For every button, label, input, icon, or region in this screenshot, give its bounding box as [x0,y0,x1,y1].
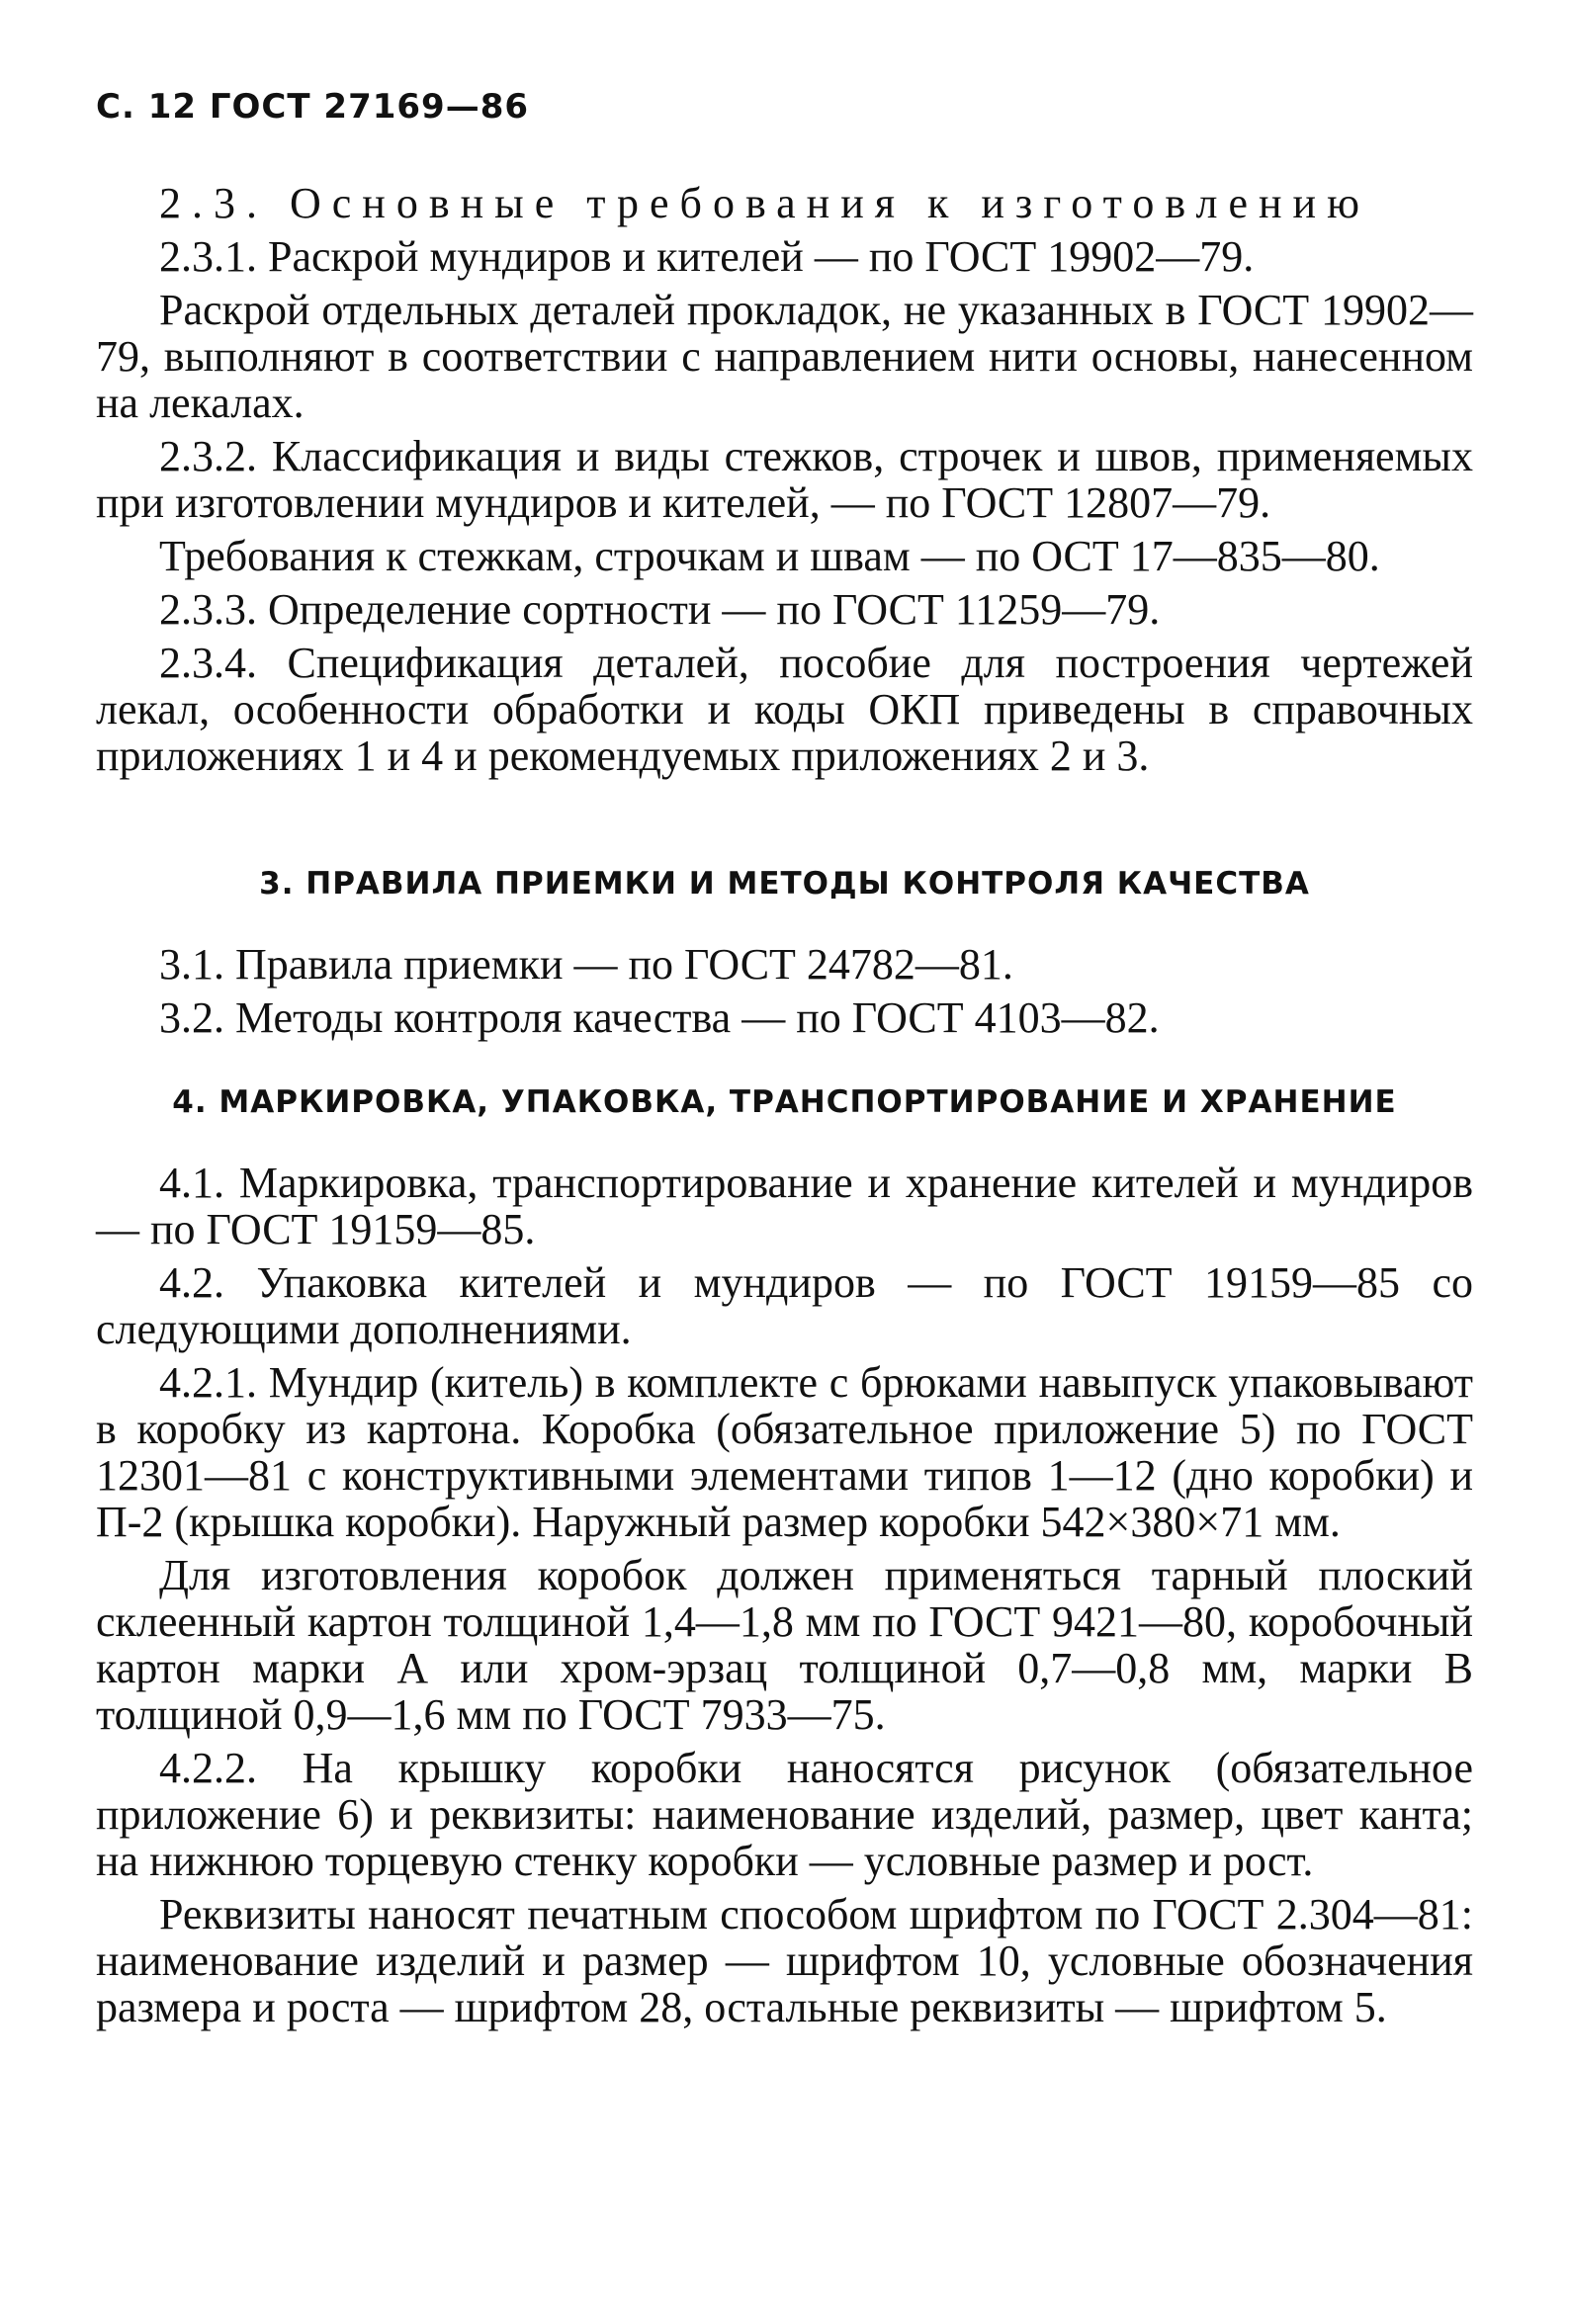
page-header: С. 12 ГОСТ 27169—86 [96,87,530,127]
paragraph-4-1: 4.1. Маркировка, транспортирование и хранение кителей и мундиров — по ГОСТ 19159—85. [96,1159,1473,1253]
paragraph-2-3-4: 2.3.4. Спецификация деталей, пособие для построения чертежей лекал, особенности обработки и коды ОКП приведены в справочных приложениях 1 и 4 и рекомендуемых приложениях 2 и 3. [96,639,1473,780]
paragraph-4-2: 4.2. Упаковка кителей и мундиров — по ГОСТ 19159—85 со следующими дополнениями. [96,1258,1473,1353]
paragraph-2-3-1: 2.3.1. Раскрой мундиров и кителей — по ГОСТ 19902—79. [159,232,1255,281]
paragraph-4-2-2: 4.2.2. На крышку коробки наносятся рисунок (обязательное приложение 6) и реквизиты: наименование изделий, размер, цвет канта; на нижнюю торцевую стенку коробки — условные размер и рост. [96,1744,1473,1885]
paragraph-2-3-2: 2.3.2. Классификация и виды стежков, строчек и швов, применяемых при изготовлении мундиров и кителей, — по ГОСТ 12807—79. [96,432,1473,527]
section-2-3-title: 2.3. Основные требования к изготовлению [159,179,1370,227]
paragraph-3-2: 3.2. Методы контроля качества — по ГОСТ 4103—82. [159,993,1160,1042]
section-4-heading: 4. МАРКИРОВКА, УПАКОВКА, ТРАНСПОРТИРОВАНИЕ И ХРАНЕНИЕ [172,1084,1397,1120]
section-3-heading: 3. ПРАВИЛА ПРИЕМКИ И МЕТОДЫ КОНТРОЛЯ КАЧЕСТВА [259,866,1310,902]
paragraph-2-3-1-continued: Раскрой отдельных деталей прокладок, не указанных в ГОСТ 19902—79, выполняют в соответствии с направлением нити основы, нанесенном на лекалах. [96,286,1473,427]
paragraph-4-2-2-continued: Реквизиты наносят печатным способом шрифтом по ГОСТ 2.304—81: наименование изделий и размер — шрифтом 10, условные обозначения размера и роста — шрифтом 28, остальные реквизиты — шрифтом 5. [96,1890,1473,2031]
paragraph-3-1: 3.1. Правила приемки — по ГОСТ 24782—81. [159,940,1013,989]
page-content [96,180,1473,2030]
paragraph-4-2-1-continued: Для изготовления коробок должен применяться тарный плоский склеенный картон толщиной 1,4—1,8 мм по ГОСТ 9421—80, коробочный картон марки А или хром-эрзац толщиной 0,7—0,8 мм, марки В толщиной 0,9—1,6 мм по ГОСТ 7933—75. [96,1551,1473,1739]
paragraph-2-3-3: 2.3.3. Определение сортности — по ГОСТ 11259—79. [159,585,1161,634]
paragraph-2-3-2-continued: Требования к стежкам, строчкам и швам — по ОСТ 17—835—80. [159,532,1380,580]
paragraph-4-2-1: 4.2.1. Мундир (китель) в комплекте с брюками навыпуск упаковывают в коробку из картона. Коробка (обязательное приложение 5) по ГОСТ 12301—81 с конструктивными элементами типов 1—12 (дно коробки) и П-2 (крышка коробки). Наружный размер коробки 542×380×71 мм. [96,1358,1473,1546]
